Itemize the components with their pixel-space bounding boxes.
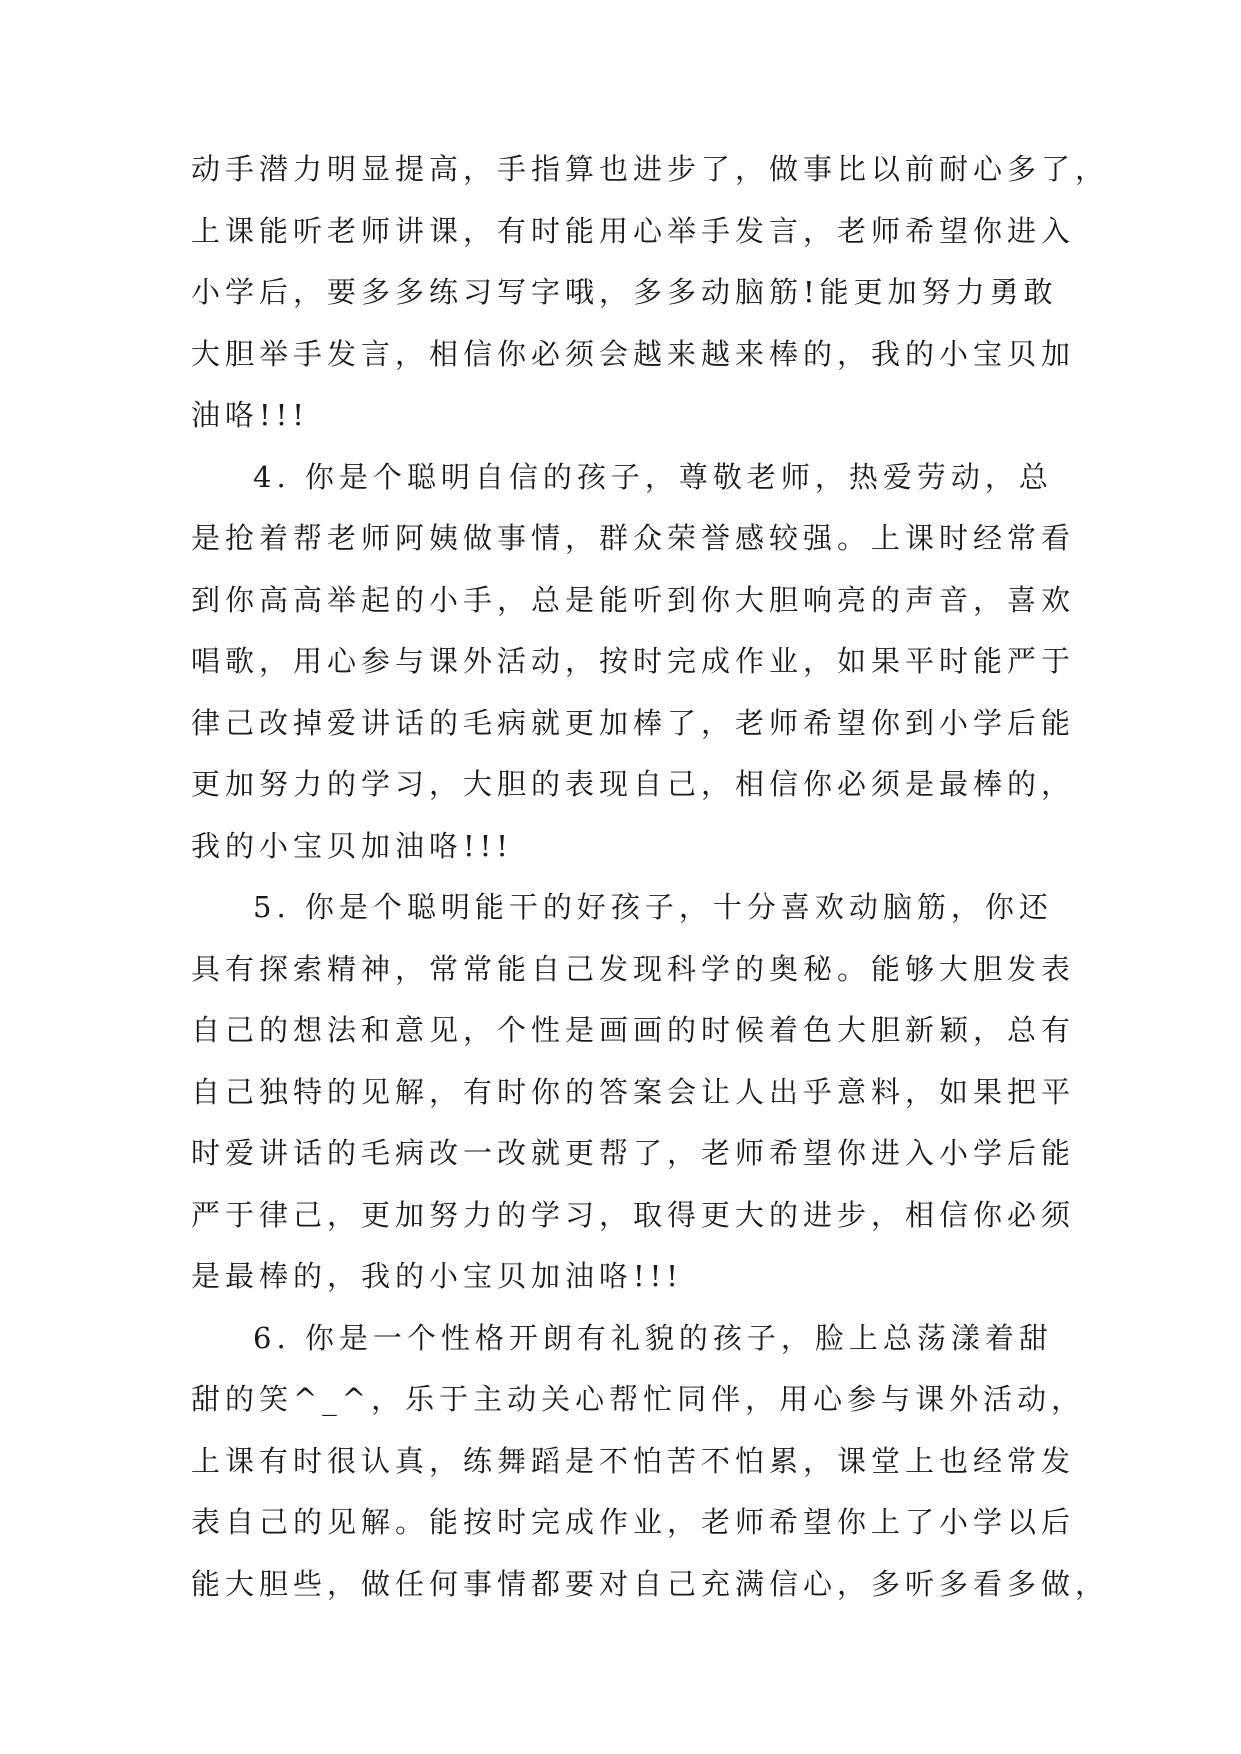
text-line: 具有探索精神，常常能自己发现科学的奥秘。能够大胆发表 [191,951,1076,986]
text-line: 4. 你是个聪明自信的孩子，尊敬老师，热爱劳动，总 [253,459,1053,494]
text-line: 是最棒的，我的小宝贝加油咯!!! [191,1259,683,1293]
text-line: 上课能听老师讲课，有时能用心举手发言，老师希望你进入 [191,213,1076,248]
text-line: 小学后，要多多练习写字哦，多多动脑筋!能更加努力勇敢 [191,275,1058,309]
text-line: 6. 你是一个性格开朗有礼貌的孩子，脸上总荡漾着甜 [253,1320,1053,1355]
text-line: 大胆举手发言，相信你必须会越来越来棒的，我的小宝贝加 [191,336,1076,371]
text-line: 上课有时很认真，练舞蹈是不怕苦不怕累，课堂上也经常发 [191,1443,1076,1478]
text-line: 更加努力的学习，大胆的表现自己，相信你必须是最棒的， [191,767,1076,801]
text-line: 自己的想法和意见，个性是画画的时候着色大胆新颖，总有 [191,1013,1076,1047]
text-line: 动手潜力明显提高，手指算也进步了，做事比以前耐心多了， [191,152,1110,186]
paragraph-item-5 [191,877,1076,1308]
text-line: 唱歌，用心参与课外活动，按时完成作业，如果平时能严于 [191,644,1076,678]
text-line: 我的小宝贝加油咯!!! [191,828,513,863]
text-line: 严于律己，更加努力的学习，取得更大的进步，相信你必须 [191,1197,1076,1232]
document-body [191,139,1110,1615]
text-line: 表自己的见解。能按时完成作业，老师希望你上了小学以后 [191,1505,1076,1539]
text-line: 5. 你是个聪明能干的好孩子，十分喜欢动脑筋，你还 [253,890,1053,924]
paragraph-item-4 [191,447,1076,878]
paragraph-item-6 [191,1308,1110,1616]
text-line: 油咯!!! [191,398,309,432]
text-line: 是抢着帮老师阿姨做事情，群众荣誉感较强。上课时经常看 [191,521,1076,555]
text-line: 到你高高举起的小手，总是能听到你大胆响亮的声音，喜欢 [191,582,1076,617]
text-line: 能大胆些，做任何事情都要对自己充满信心，多听多看多做， [191,1566,1110,1601]
paragraph-continued [191,139,1110,447]
text-line: 时爱讲话的毛病改一改就更帮了，老师希望你进入小学后能 [191,1136,1076,1170]
text-line: 自己独特的见解，有时你的答案会让人出乎意料，如果把平 [191,1074,1076,1109]
text-line: 律己改掉爱讲话的毛病就更加棒了，老师希望你到小学后能 [191,705,1076,740]
text-line: 甜的笑^_^，乐于主动关心帮忙同伴，用心参与课外活动， [191,1382,1086,1416]
